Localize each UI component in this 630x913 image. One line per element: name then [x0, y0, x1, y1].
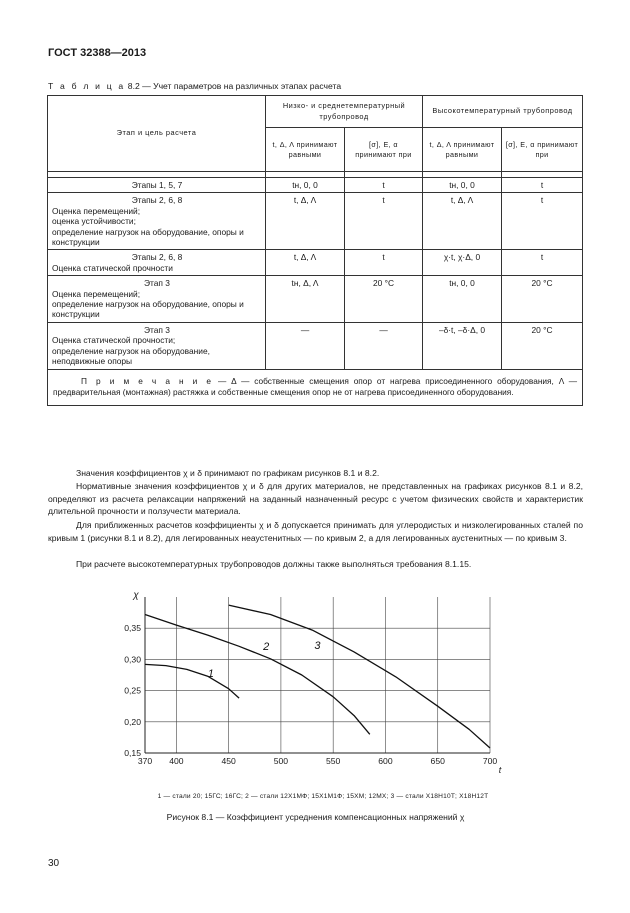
header-group-low: Низко- и среднетемпературный трубопровод [266, 96, 423, 128]
value-cell: tн, 0, 0 [423, 178, 502, 193]
series-line-2 [145, 615, 370, 735]
subheader-at: [σ], E, α принимают при [502, 128, 583, 172]
stage-description: Оценка перемещений; определение нагрузок на оборудование, опоры и конструкции [52, 288, 244, 320]
x-tick-label: 700 [482, 756, 498, 766]
x-tick-label: 370 [137, 756, 153, 766]
value-cell: — [266, 322, 345, 369]
paragraph-1: Значения коэффициентов χ и δ принимают по графикам рисунков 8.1 и 8.2. [76, 468, 380, 478]
stage-cell [48, 322, 266, 369]
y-tick-label: 0,20 [124, 716, 141, 727]
y-tick-label: 0,15 [124, 748, 141, 758]
note-text: — Δ — собственные смещения опор от нагрева присоединенного оборудования, Λ — предварительная (монтажная) растяжка и собственные смещения опор не от нагрева присоединенного оборудования. [53, 375, 577, 397]
x-axis-label: t [498, 765, 502, 775]
stage-description: Оценка статической прочности; определение нагрузок на оборудование, неподвижные опоры [52, 335, 210, 367]
table-row [48, 322, 583, 369]
figure-caption: Рисунок 8.1 — Коэффициент усреднения компенсационных напряжений χ [166, 812, 465, 822]
x-tick-label: 650 [430, 756, 445, 766]
stage-title: Этап 3 [144, 324, 170, 335]
value-cell: t, Δ, Λ [266, 250, 345, 276]
header-stage: Этап и цель расчета [48, 96, 266, 172]
stage-title: Этапы 1, 5, 7 [131, 180, 183, 190]
x-tick-label: 450 [221, 756, 236, 766]
figure-legend: 1 — стали 20; 15ГС; 16ГС; 2 — стали 12Х1МФ; 15Х1М1Ф; 15ХМ; 12МХ; 3 — стали Х18Н10Т; Х18Н12Т [157, 793, 489, 800]
subheader-equal: t, Δ, Λ принимают равными [423, 128, 502, 172]
stage-description: Оценка статической прочности [52, 262, 173, 273]
table-row [48, 178, 583, 193]
value-cell: tн, 0, 0 [423, 276, 502, 323]
page-number: 30 [48, 858, 60, 869]
value-cell: t, Δ, Λ [266, 193, 345, 250]
x-tick-label: 500 [273, 756, 289, 766]
table-row [48, 250, 583, 276]
value-cell: t [345, 178, 423, 193]
value-cell: — [345, 322, 423, 369]
y-tick-label: 0,25 [124, 685, 141, 696]
paragraph-2: Нормативные значения коэффициентов χ и δ для других материалов, не представленных на графиках рисунков 8.1 и 8.2, определяют из расчета релаксации напряжений на заданный назначенный ресурс с учетом физических свойств и характеристик длительной прочности и ползучести материала. [48, 481, 583, 517]
stage-title: Этапы 2, 6, 8 [131, 252, 183, 263]
y-tick-label: 0,30 [124, 654, 141, 665]
series-label-2: 2 [263, 641, 270, 654]
header-group-high: Высокотемпературный трубопровод [423, 96, 583, 128]
value-cell: χ·t, χ·Δ, 0 [423, 250, 502, 276]
table-caption [48, 81, 341, 91]
x-tick-label: 400 [169, 756, 184, 766]
stage-cell [48, 178, 266, 193]
paragraph-3: Для приближенных расчетов коэффициенты χ и δ допускается принимать для углеродистых и низколегированных сталей по кривым 1 (рисунки 8.1 и 8.2), для легированных неаустенитных — по кривым 2, а для легированных аустенитных — по кривым 3. [48, 520, 583, 543]
value-cell: t [502, 250, 583, 276]
value-cell: 20 °С [345, 276, 423, 323]
series-line-1 [145, 664, 239, 698]
parameters-table [47, 95, 583, 406]
paragraph-4: При расчете высокотемпературных трубопроводов должны также выполняться требования 8.1.15. [76, 559, 472, 569]
series-label-3: 3 [314, 639, 321, 652]
table-row [48, 193, 583, 250]
stage-cell [48, 193, 266, 250]
series-line-3 [229, 605, 490, 748]
stage-cell [48, 250, 266, 276]
table-caption-prefix: Т а б л и ц а [48, 81, 126, 91]
table-body [48, 178, 583, 370]
series-label-1: 1 [207, 667, 214, 680]
stage-title: Этап 3 [144, 278, 170, 289]
x-tick-label: 550 [326, 756, 341, 766]
value-cell: t [345, 193, 423, 250]
x-tick-label: 600 [378, 756, 393, 766]
chart-svg [100, 585, 520, 785]
value-cell: –δ·t, –δ·Δ, 0 [423, 322, 502, 369]
chart-figure-8-1 [100, 585, 520, 785]
y-axis-label: χ [133, 590, 139, 601]
standard-id: ГОСТ 32388—2013 [48, 47, 147, 59]
table-caption-text: 8.2 — Учет параметров на различных этапах расчета [125, 81, 342, 91]
subheader-at: [σ], E, α принимают при [345, 128, 423, 172]
table-row [48, 276, 583, 323]
value-cell: 20 °С [502, 276, 583, 323]
y-tick-label: 0,35 [124, 623, 141, 634]
value-cell: t, Δ, Λ [423, 193, 502, 250]
stage-cell [48, 276, 266, 323]
stage-title: Этапы 2, 6, 8 [131, 195, 183, 206]
value-cell: t [502, 193, 583, 250]
value-cell: 20 °С [502, 322, 583, 369]
note-prefix: П р и м е ч а н и е [81, 375, 214, 386]
value-cell: t [345, 250, 423, 276]
value-cell: tн, 0, 0 [266, 178, 345, 193]
table-note [48, 369, 583, 405]
value-cell: tн, Δ, Λ [266, 276, 345, 323]
subheader-equal: t, Δ, Λ принимают равными [266, 128, 345, 172]
stage-description: Оценка перемещений; оценка устойчивости; определение нагрузок на оборудование, опоры и конструкции [52, 205, 244, 248]
value-cell: t [502, 178, 583, 193]
